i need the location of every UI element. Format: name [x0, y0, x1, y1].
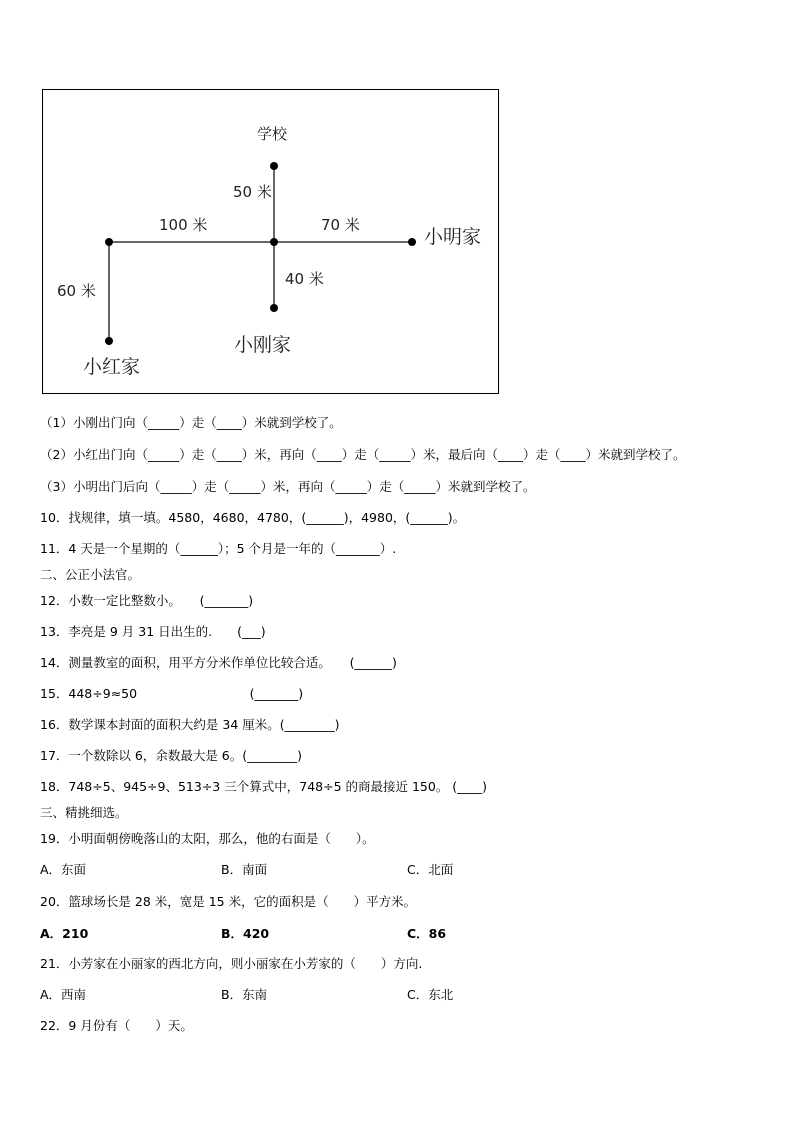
question-16: 16．数学课本封面的面积大约是 34 厘米。(________) [40, 717, 340, 732]
distance-100-label: 100 米 [159, 216, 208, 234]
option-a[interactable]: A．东面 [40, 862, 87, 877]
option-b[interactable]: B．420 [221, 926, 270, 941]
xiaogang-home-point [270, 304, 278, 312]
question-17: 17．一个数除以 6，余数最大是 6。(________) [40, 748, 303, 763]
question-18: 18．748÷5、945÷9、513÷3 三个算式中，748÷5 的商最接近 150。 (____) [40, 779, 488, 794]
sub-question-3: （3）小明出门后向（_____）走（_____）米，再向（_____）走（_____）米就到学校了。 [40, 479, 536, 494]
xiaohong-home-label: 小红家 [83, 356, 141, 378]
school-label: 学校 [257, 125, 288, 143]
route-map-diagram [42, 89, 499, 394]
option-c[interactable]: C．86 [407, 926, 447, 941]
sub-question-1: （1）小刚出门向（_____）走（____）米就到学校了。 [40, 415, 342, 430]
distance-50-label: 50 米 [233, 183, 272, 201]
left-turn-point [105, 238, 113, 246]
question-13: 13．李亮是 9 月 31 日出生的. (___) [40, 624, 266, 639]
question-20-stem: 20．篮球场长是 28 米，宽是 15 米，它的面积是（ ）平方米。 [40, 894, 417, 909]
option-a[interactable]: A．西南 [40, 987, 87, 1002]
section-2-heading: 二、公正小法官。 [40, 567, 141, 582]
xiaoming-home-label: 小明家 [424, 226, 482, 248]
sub-question-2: （2）小红出门向（_____）走（____）米，再向（____）走（_____）米，最后向（____）走（____）米就到学校了。 [40, 447, 686, 462]
option-b[interactable]: B．东南 [221, 987, 268, 1002]
xiaogang-home-label: 小刚家 [234, 334, 292, 356]
option-c[interactable]: C．东北 [407, 987, 454, 1002]
option-c[interactable]: C．北面 [407, 862, 454, 877]
distance-40-label: 40 米 [285, 270, 324, 288]
xiaohong-home-point [105, 337, 113, 345]
question-21-stem: 21．小芳家在小丽家的西北方向，则小丽家在小芳家的（ ）方向. [40, 956, 423, 971]
crossroad-point [270, 238, 278, 246]
question-12: 12．小数一定比整数小。 (_______) [40, 593, 254, 608]
school-point [270, 162, 278, 170]
distance-60-label: 60 米 [57, 282, 96, 300]
question-19-stem: 19．小明面朝傍晚落山的太阳，那么，他的右面是（ ）。 [40, 831, 375, 846]
question-22: 22．9 月份有（ ）天。 [40, 1018, 193, 1033]
question-10: 10．找规律，填一填。4580，4680，4780，(______)，4980，(______)。 [40, 510, 466, 525]
question-11: 11．4 天是一个星期的（______）；5 个月是一年的（_______）. [40, 541, 397, 556]
option-a[interactable]: A．210 [40, 926, 89, 941]
xiaoming-home-point [408, 238, 416, 246]
section-3-heading: 三、精挑细选。 [40, 805, 128, 820]
distance-70-label: 70 米 [321, 216, 360, 234]
question-15: 15．448÷9≈50 (_______) [40, 686, 304, 701]
question-14: 14．测量教室的面积，用平方分米作单位比较合适。 (______) [40, 655, 397, 670]
option-b[interactable]: B．南面 [221, 862, 268, 877]
